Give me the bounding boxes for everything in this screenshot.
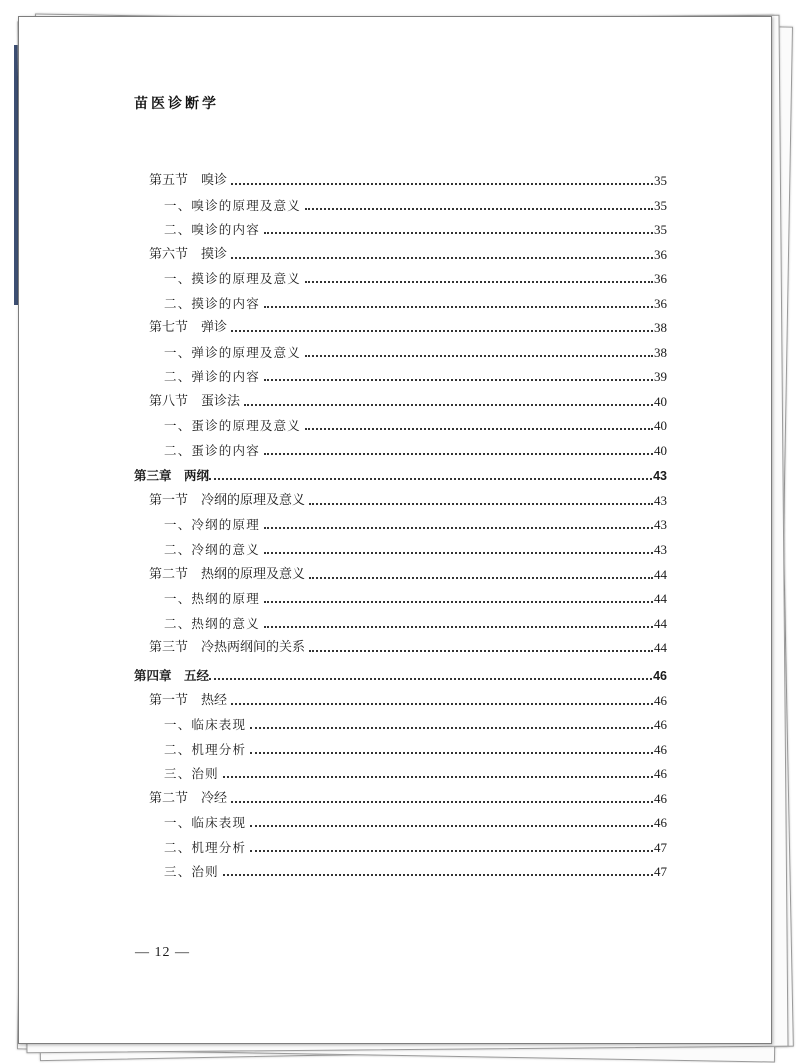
dot-leader <box>264 625 653 628</box>
toc-entry-page: 35 <box>654 173 667 188</box>
toc-subitem-entry <box>164 862 667 882</box>
dot-leader <box>305 427 653 430</box>
dot-leader <box>231 702 653 705</box>
dot-leader <box>223 775 653 778</box>
toc-entry-page: 36 <box>654 296 667 311</box>
toc-subitem-entry <box>164 614 667 634</box>
page-number: — 12 — <box>135 945 190 960</box>
toc-entry-title: 二、弹诊的内容 <box>164 369 260 384</box>
table-of-contents <box>19 17 771 1043</box>
toc-section-entry <box>149 245 667 265</box>
dot-leader <box>264 526 653 529</box>
toc-entry-title: 第二节 热纲的原理及意义 <box>149 567 306 582</box>
toc-subitem-entry <box>164 196 667 216</box>
toc-entry-title: 第一节 冷纲的原理及意义 <box>149 493 306 508</box>
toc-entry-title: 一、摸诊的原理及意义 <box>164 271 302 286</box>
dot-leader <box>264 452 653 455</box>
toc-entry-page: 47 <box>654 840 667 855</box>
toc-entry-page: 43 <box>654 517 667 532</box>
toc-chapter-entry <box>134 466 667 486</box>
toc-entry-title: 第七节 弹诊 <box>149 320 228 335</box>
dot-leader <box>209 677 652 680</box>
toc-entry-page: 47 <box>654 864 667 879</box>
toc-entry-title: 二、摸诊的内容 <box>164 296 260 311</box>
toc-subitem-entry <box>164 764 667 784</box>
dot-leader <box>250 849 653 852</box>
toc-section-entry <box>149 491 667 511</box>
toc-subitem-entry <box>164 269 667 289</box>
toc-entry-title: 一、热纲的原理 <box>164 591 260 606</box>
toc-page <box>18 16 772 1044</box>
dot-leader <box>231 182 653 185</box>
toc-entry-page: 46 <box>654 742 667 757</box>
toc-entry-page: 35 <box>654 222 667 237</box>
toc-entry-title: 二、冷纲的意义 <box>164 542 260 557</box>
toc-section-entry <box>149 565 667 585</box>
toc-entry-page: 44 <box>654 640 667 655</box>
toc-entry-page: 38 <box>654 345 667 360</box>
dot-leader <box>250 726 653 729</box>
toc-entry-title: 二、机理分析 <box>164 840 247 855</box>
dot-leader <box>231 800 653 803</box>
dot-leader <box>264 231 653 234</box>
toc-entry-page: 46 <box>654 815 667 830</box>
toc-entry-title: 第五节 嗅诊 <box>149 173 228 188</box>
toc-subitem-entry <box>164 715 667 735</box>
toc-entry-title: 一、弹诊的原理及意义 <box>164 345 302 360</box>
toc-subitem-entry <box>164 367 667 387</box>
dot-leader <box>309 649 653 652</box>
toc-entry-title: 第六节 摸诊 <box>149 247 228 262</box>
toc-subitem-entry <box>164 220 667 240</box>
dot-leader <box>223 873 653 876</box>
toc-entry-page: 46 <box>654 693 667 708</box>
dot-leader <box>231 256 653 259</box>
dot-leader <box>309 576 653 579</box>
toc-entry-title: 一、冷纲的原理 <box>164 517 260 532</box>
toc-section-entry <box>149 318 667 338</box>
toc-entry-title: 三、治则 <box>164 766 219 781</box>
toc-subitem-entry <box>164 838 667 858</box>
toc-entry-page: 44 <box>654 567 667 582</box>
dot-leader <box>250 751 653 754</box>
toc-entry-page: 40 <box>654 394 667 409</box>
dot-leader <box>250 824 653 827</box>
toc-section-entry <box>149 638 667 658</box>
toc-entry-page: 38 <box>654 320 667 335</box>
toc-entry-title: 二、蛋诊的内容 <box>164 443 260 458</box>
toc-entry-title: 一、临床表现 <box>164 815 247 830</box>
toc-section-entry <box>149 392 667 412</box>
toc-entry-page: 43 <box>654 542 667 557</box>
toc-section-entry <box>149 789 667 809</box>
toc-entry-title: 第一节 热经 <box>149 693 228 708</box>
toc-entry-page: 44 <box>654 591 667 606</box>
toc-entry-title: 第四章 五经 <box>134 668 210 683</box>
toc-subitem-entry <box>164 343 667 363</box>
dot-leader <box>309 502 653 505</box>
toc-chapter-entry <box>134 666 667 686</box>
toc-entry-title: 二、热纲的意义 <box>164 616 260 631</box>
toc-entry-title: 第三章 两纲 <box>134 468 210 483</box>
toc-entry-title: 二、嗅诊的内容 <box>164 222 260 237</box>
toc-entry-title: 一、嗅诊的原理及意义 <box>164 198 302 213</box>
toc-subitem-entry <box>164 294 667 314</box>
toc-entry-title: 一、蛋诊的原理及意义 <box>164 418 302 433</box>
dot-leader <box>264 600 653 603</box>
dot-leader <box>231 329 653 332</box>
toc-subitem-entry <box>164 515 667 535</box>
toc-subitem-entry <box>164 589 667 609</box>
toc-entry-page: 44 <box>654 616 667 631</box>
toc-entry-page: 46 <box>654 766 667 781</box>
toc-entry-title: 二、机理分析 <box>164 742 247 757</box>
toc-subitem-entry <box>164 740 667 760</box>
dot-leader <box>305 207 653 210</box>
toc-section-entry <box>149 691 667 711</box>
toc-entry-page: 43 <box>653 469 667 483</box>
toc-entry-page: 40 <box>654 443 667 458</box>
dot-leader <box>264 551 653 554</box>
toc-entry-title: 三、治则 <box>164 864 219 879</box>
dot-leader <box>209 477 652 480</box>
toc-entry-title: 第八节 蛋诊法 <box>149 394 241 409</box>
toc-entry-page: 46 <box>654 717 667 732</box>
dot-leader <box>264 378 653 381</box>
toc-entry-page: 46 <box>653 669 667 683</box>
toc-entry-page: 35 <box>654 198 667 213</box>
toc-entry-title: 第二节 冷经 <box>149 791 228 806</box>
toc-subitem-entry <box>164 813 667 833</box>
toc-entry-page: 39 <box>654 369 667 384</box>
toc-subitem-entry <box>164 540 667 560</box>
toc-entry-page: 36 <box>654 271 667 286</box>
toc-entry-page: 46 <box>654 791 667 806</box>
toc-subitem-entry <box>164 441 667 461</box>
toc-section-entry <box>149 171 667 191</box>
dot-leader <box>305 280 653 283</box>
running-head: 苗医诊断学 <box>134 96 219 112</box>
toc-entry-page: 36 <box>654 247 667 262</box>
dot-leader <box>264 305 653 308</box>
toc-entry-page: 40 <box>654 418 667 433</box>
toc-subitem-entry <box>164 416 667 436</box>
toc-entry-title: 第三节 冷热两纲间的关系 <box>149 640 306 655</box>
dot-leader <box>305 354 653 357</box>
dot-leader <box>244 403 653 406</box>
toc-entry-page: 43 <box>654 493 667 508</box>
toc-entry-title: 一、临床表现 <box>164 717 247 732</box>
